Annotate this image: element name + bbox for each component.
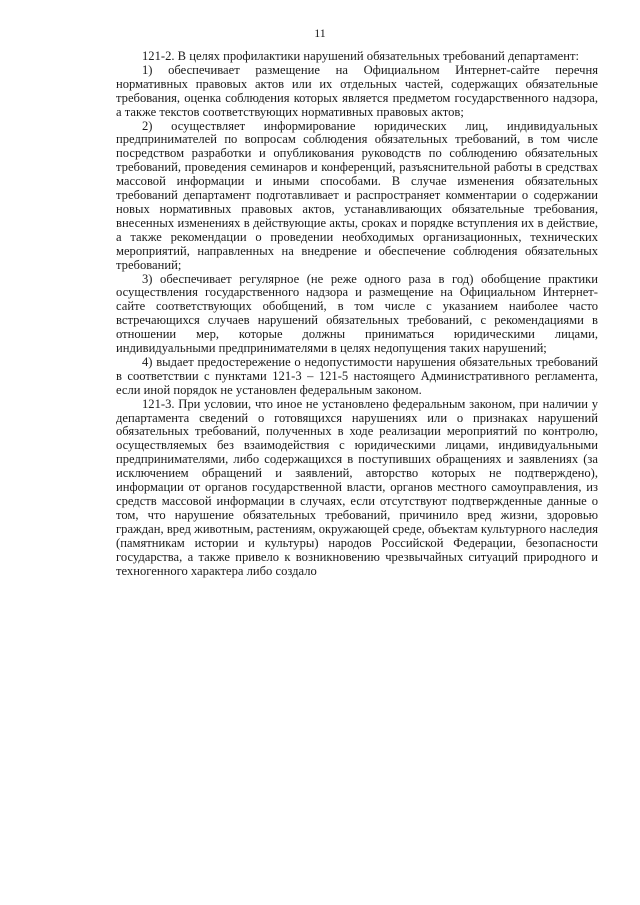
body-text: [116, 50, 598, 578]
page-number: 11: [314, 26, 326, 40]
paragraph-item-3: 3) обеспечивает регулярное (не реже одного раза в год) обобщение практики осуществления государственного надзора и размещение на Официальном Интернет-сайте соответствующих обобщений, в том числе с указанием наиболее часто встречающихся случаев нарушений обязательных требований, с рекомендациями в отношении мер, которые должны приниматься юридическими лицами, индивидуальными предпринимателями в целях недопущения таких нарушений;: [116, 271, 598, 356]
paragraph-item-1: 1) обеспечивает размещение на Официальном Интернет-сайте перечня нормативных правовых актов или их отдельных частей, содержащих обязательные требования, оценка соблюдения которых является предметом государственного надзора, а также текстов соответствующих нормативных правовых актов;: [116, 62, 598, 119]
paragraph-item-2: 2) осуществляет информирование юридических лиц, индивидуальных предпринимателей по вопросам соблюдения обязательных требований, в том числе посредством разработки и опубликования руководств по соблюдению обязательных требований, проведения семинаров и конференций, разъяснительной работы в средствах массовой информации и иными способами. В случае изменения обязательных требований департамент подготавливает и распространяет комментарии о содержании новых нормативных правовых актов, устанавливающих обязательные требования, внесенных изменениях в действующие акты, сроках и порядке вступления их в действие, а также рекомендации о проведении необходимых организационных, технических мероприятий, направленных на внедрение и обеспечение соблюдения обязательных требований;: [116, 118, 598, 272]
paragraph-121-2: 121-2. В целях профилактики нарушений обязательных требований департамент:: [142, 49, 579, 63]
paragraph-item-4: 4) выдает предостережение о недопустимости нарушения обязательных требований в соответствии с пунктами 121-3 – 121-5 настоящего Административного регламента, если иной порядок не установлен федеральным законом.: [116, 354, 598, 397]
paragraph-121-3: 121-3. При условии, что иное не установлено федеральным законом, при наличии у департамента сведений о готовящихся нарушениях или о признаках нарушений обязательных требований, полученных в ходе реализации мероприятий по контролю, осуществляемых без взаимодействия с юридическими лицами, индивидуальными предпринимателями, либо содержащихся в поступивших обращениях и заявлениях (за исключением обращений и заявлений, авторство которых не подтверждено), информации от органов государственной власти, органов местного самоуправления, из средств массовой информации в случаях, если отсутствуют подтвержденные данные о том, что нарушение обязательных требований, причинило вред жизни, здоровью граждан, вред животным, растениям, окружающей среде, объектам культурного наследия (памятникам истории и культуры) народов Российской Федерации, безопасности государства, а также привело к возникновению чрезвычайных ситуаций природного и техногенного характера либо создало: [116, 396, 598, 578]
